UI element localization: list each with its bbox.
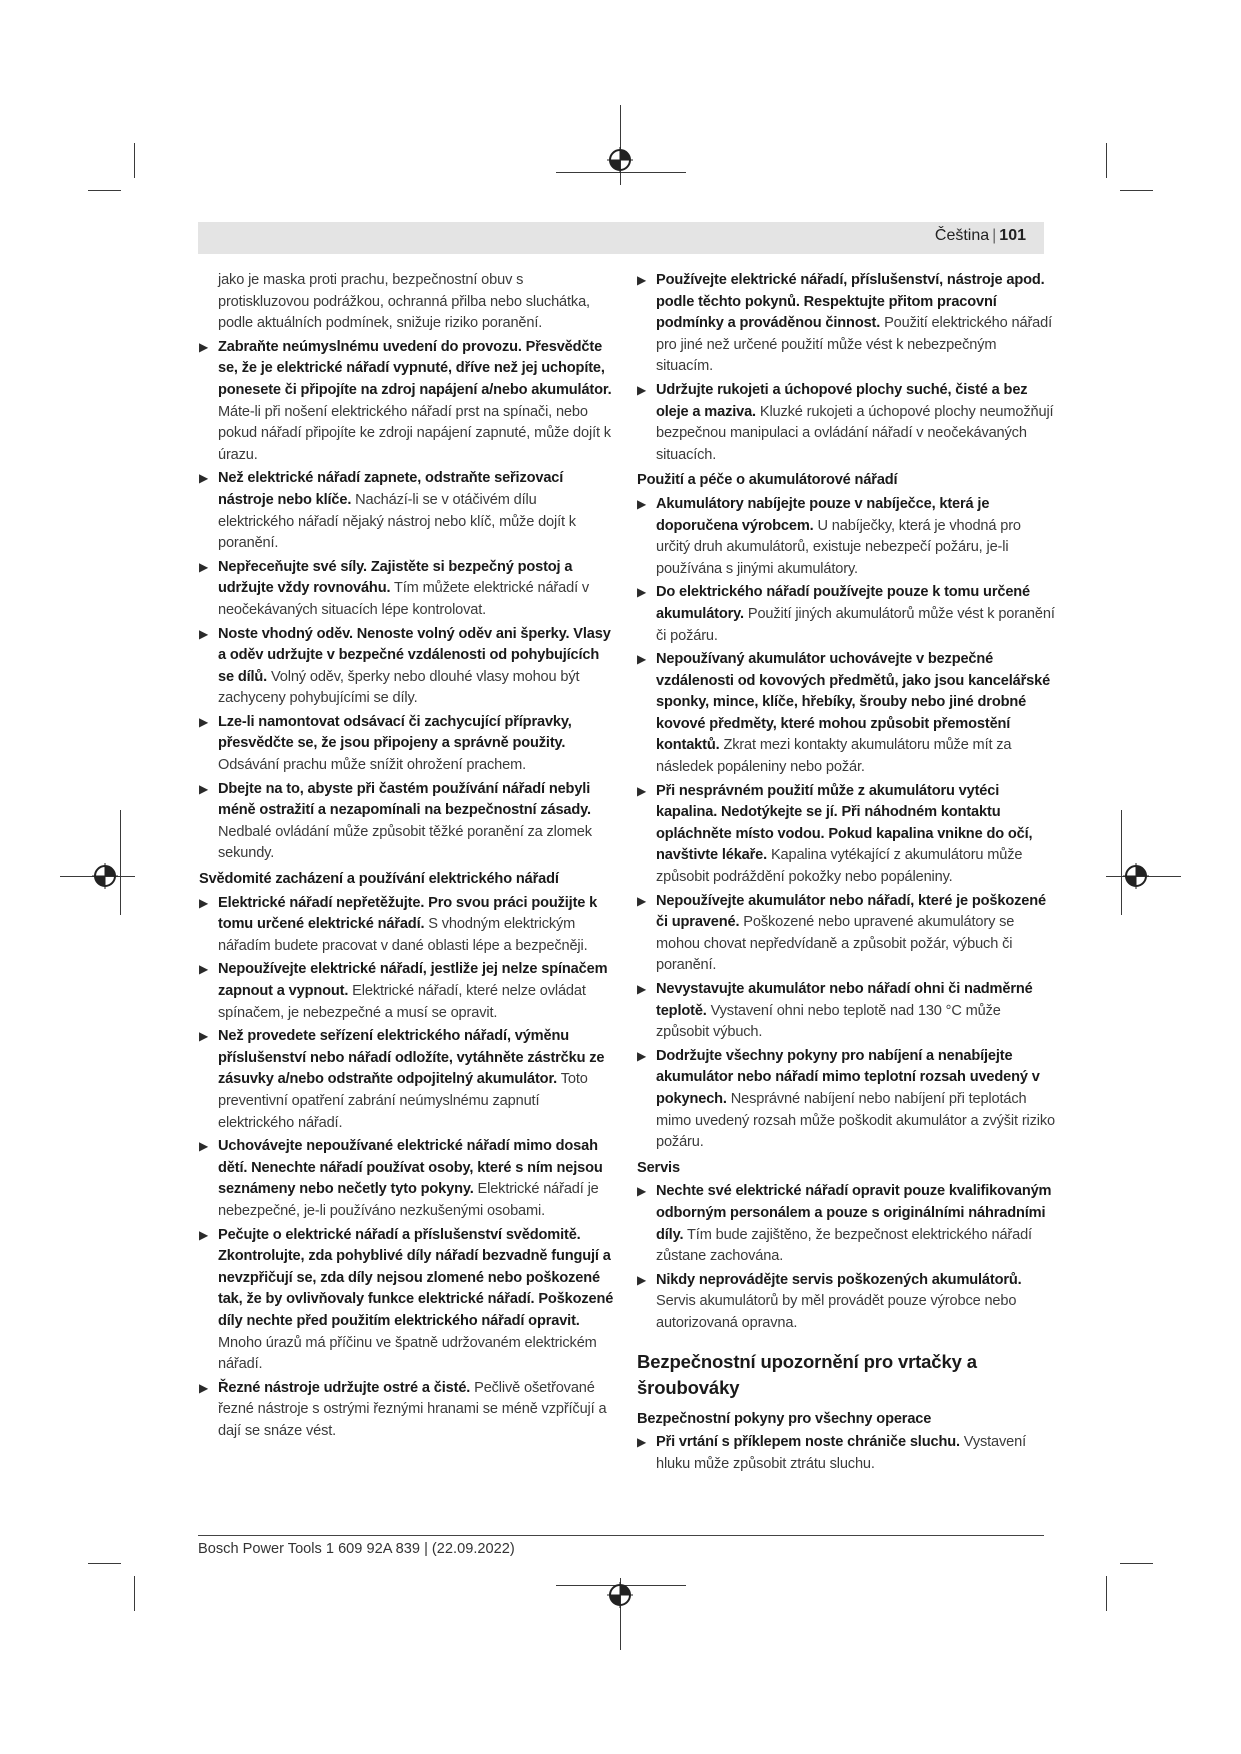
item-text: Vystavení hluku může způsobit ztrátu sluchu.: [656, 1434, 1026, 1472]
bullet-arrow-icon: ▶: [199, 714, 209, 729]
crop-mark: [88, 190, 121, 191]
list-item: [199, 1136, 614, 1222]
item-text: Máte-li při nošení elektrického nářadí prst na spínači, nebo pokud nářadí připojíte ke zdroji napájení zapnuté, může dojít k úrazu.: [218, 403, 611, 463]
list-item: [199, 468, 614, 554]
left-column: [199, 270, 614, 1444]
item-text: Použití elektrického nářadí pro jiné než určené použití může vést k nebezpečným situacím.: [656, 315, 1053, 375]
crop-mark: [88, 1563, 121, 1564]
subheading-service: Servis: [637, 1159, 680, 1176]
item-bold-text: Nevystavujte akumulátor nebo nářadí ohni či nadměrné teplotě.: [656, 981, 1033, 1019]
crop-mark: [1120, 190, 1153, 191]
item-bold-text: Než elektrické nářadí zapnete, odstraňte seřizovací nástroje nebo klíče.: [218, 470, 564, 508]
item-bold-text: Elektrické nářadí nepřetěžujte. Pro svou práci použijte k tomu určené elektrické nářadí.: [218, 894, 598, 933]
list-item: [637, 979, 1055, 1044]
item-text: Pečlivě ošetřované řezné nástroje s ostrými řeznými hranami se méně vzpříčují a dají se snáze vést.: [218, 1379, 607, 1439]
crop-mark: [134, 1576, 135, 1611]
item-bold-text: Udržujte rukojeti a úchopové plochy suché, čisté a bez oleje a maziva.: [656, 381, 1028, 420]
item-text: Elektrické nářadí je nebezpečné, je-li používáno nezkušenými osobami.: [218, 1181, 599, 1219]
bullet-arrow-icon: ▶: [199, 339, 209, 354]
item-bold-text: Při vrtání s příklepem noste chrániče sluchu.: [656, 1434, 960, 1451]
item-bold-text: Lze-li namontovat odsávací či zachycující přípravky, přesvědčte se, že jsou připojeny a správně použity.: [218, 713, 572, 752]
bullet-arrow-icon: ▶: [199, 895, 209, 910]
item-text: Použití jiných akumulátorů může vést k poranění či požáru.: [656, 605, 1055, 644]
item-bold-text: Noste vhodný oděv. Nenoste volný oděv ani šperky. Vlasy a oděv udržujte v bezpečné vzdálenosti od pohybujících se dílů.: [218, 625, 611, 685]
bullet-arrow-icon: ▶: [199, 626, 209, 641]
item-text: Vystavení ohni nebo teplotě nad 130 °C může způsobit výbuch.: [656, 1002, 1001, 1041]
item-bold-text: Nepoužívejte akumulátor nebo nářadí, které je poškozené či upravené.: [656, 892, 1046, 931]
bullet-arrow-icon: ▶: [637, 382, 647, 397]
item-text: Kapalina vytékající z akumulátoru může způsobit podráždění pokožky nebo popáleniny.: [656, 847, 1023, 886]
registration-mark-icon: [607, 1582, 633, 1608]
registration-line: [620, 105, 621, 185]
footer-text: Bosch Power Tools 1 609 92A 839 | (22.09.2022): [198, 1541, 515, 1557]
bullet-arrow-icon: ▶: [199, 962, 209, 977]
list-item: [199, 1378, 614, 1443]
list-item: [199, 779, 614, 865]
list-right-a: [637, 270, 1055, 466]
intro-paragraph: jako je maska proti prachu, bezpečnostní obuv s protiskluzovou podrážkou, ochranná přilba nebo sluchátka, podle aktuálních podmínek, snižuje riziko poranění.: [218, 272, 590, 332]
item-text: Nedbalé ovládání může způsobit těžké poranění za zlomek sekundy.: [218, 823, 592, 862]
bullet-arrow-icon: ▶: [199, 781, 209, 796]
list-item: [637, 270, 1055, 378]
registration-mark-icon: [1123, 863, 1149, 889]
header-separator: |: [992, 227, 997, 244]
subheading-battery: Použití a péče o akumulátorové nářadí: [637, 472, 898, 489]
list-left-b: [199, 893, 614, 1443]
item-text: Elektrické nářadí, které nelze ovládat spínačem, je nebezpečné a musí se opravit.: [218, 983, 586, 1021]
item-bold-text: Nepoužívaný akumulátor uchovávejte v bezpečné vzdálenosti od kovových předmětů, jako jsou kancelářské sponky, mince, klíče, hřebíky, šrouby nebo jiné drobné kovové předměty, které mohou způsobit přemostění kontaktů.: [656, 651, 1051, 754]
item-bold-text: Nechte své elektrické nářadí opravit pouze kvalifikovaným odborným personálem a pouze s originálními náhradními díly.: [656, 1183, 1052, 1243]
item-bold-text: Uchovávejte nepoužívané elektrické nářadí mimo dosah dětí. Nenechte nářadí používat osoby, které s ním nejsou seznámeny nebo nečetly tyto pokyny.: [218, 1138, 603, 1198]
list-item: [199, 557, 614, 622]
list-item: [199, 337, 614, 467]
registration-line: [120, 810, 121, 915]
bullet-arrow-icon: ▶: [199, 1029, 209, 1044]
bullet-arrow-icon: ▶: [637, 982, 647, 996]
list-item: [199, 624, 614, 710]
registration-mark-icon: [92, 863, 118, 889]
item-text: Zkrat mezi kontakty akumulátoru může mít za následek popáleniny nebo požár.: [656, 737, 1012, 776]
page-header: [198, 222, 1044, 254]
list-item: [199, 959, 614, 1024]
list-right-d: [637, 1432, 1055, 1475]
header-language: Čeština: [934, 227, 990, 244]
list-item: [637, 1270, 1055, 1335]
item-bold-text: Při nesprávném použití může z akumulátoru vytéci kapalina. Nedotýkejte se jí. Při náhodném kontaktu opláchněte místo vodou. Pokud kapalina vnikne do očí, navštivte lékaře.: [656, 782, 1033, 864]
item-text: U nabíječky, která je vhodná pro určitý druh akumulátorů, existuje nebezpečí požáru, je-li používána s jinými akumulátory.: [656, 517, 1021, 577]
bullet-arrow-icon: ▶: [199, 559, 209, 574]
bullet-arrow-icon: ▶: [199, 1139, 209, 1154]
list-item: [637, 582, 1055, 647]
item-text: Tím můžete elektrické nářadí v neočekávaných situacích lépe kontrolovat.: [218, 580, 590, 618]
item-text: Nesprávné nabíjení nebo nabíjení při teplotách mimo uvedený rozsah může poškodit akumulátor a zvýšit riziko požáru.: [656, 1090, 1055, 1151]
list-item: [199, 893, 614, 958]
header-text: [935, 227, 1026, 245]
list-right-c: [637, 1181, 1055, 1334]
bullet-arrow-icon: ▶: [199, 1380, 209, 1395]
list-item: [637, 380, 1055, 466]
page-number: 101: [999, 227, 1026, 244]
bullet-arrow-icon: ▶: [637, 652, 647, 667]
list-item: [199, 1225, 614, 1376]
bullet-arrow-icon: ▶: [637, 1048, 647, 1063]
bullet-arrow-icon: ▶: [637, 496, 647, 511]
item-text: Tím bude zajištěno, že bezpečnost elektrického nářadí zůstane zachována.: [656, 1226, 1032, 1265]
item-bold-text: Nepřeceňujte své síly. Zajistěte si bezpečný postoj a udržujte vždy rovnováhu.: [218, 558, 573, 597]
item-bold-text: Nikdy neprovádějte servis poškozených akumulátorů.: [656, 1271, 1022, 1288]
bullet-arrow-icon: ▶: [199, 1227, 209, 1242]
item-text: Poškozené nebo upravené akumulátory se mohou chovat nepředvídaně a způsobit požár, výbuch či poranění.: [656, 914, 1015, 974]
registration-line: [1121, 810, 1122, 915]
crop-mark: [134, 143, 135, 178]
bullet-arrow-icon: ▶: [637, 1184, 647, 1199]
list-item: [637, 649, 1055, 779]
bullet-arrow-icon: ▶: [637, 893, 647, 908]
bullet-arrow-icon: ▶: [199, 471, 209, 486]
item-text: S vhodným elektrickým nářadím budete pracovat v dané oblasti lépe a bezpečněji.: [218, 916, 588, 954]
right-column: [637, 270, 1055, 1477]
list-right-b: [637, 494, 1055, 1154]
crop-mark: [1120, 1563, 1153, 1564]
crop-mark: [1106, 143, 1107, 178]
item-bold-text: Než provedete seřízení elektrického nářadí, výměnu příslušenství nebo nářadí odložíte, vytáhněte zástrčku ze zásuvky a/nebo odstraňte odpojitelný akumulátor.: [218, 1028, 605, 1088]
item-text: Mnoho úrazů má příčinu ve špatně udržovaném elektrickém nářadí.: [218, 1334, 597, 1373]
item-text: Odsávání prachu může snížit ohrožení prachem.: [218, 757, 526, 774]
list-left-a: [199, 337, 614, 865]
item-bold-text: Dodržujte všechny pokyny pro nabíjení a nenabíjejte akumulátor nebo nářadí mimo teplotní rozsah uvedený v pokynech.: [656, 1047, 1040, 1107]
bullet-arrow-icon: ▶: [637, 585, 647, 600]
item-text: Volný oděv, šperky nebo dlouhé vlasy mohou být zachyceny pohybujícími se díly.: [218, 668, 580, 707]
list-item: [199, 1026, 614, 1134]
item-bold-text: Nepoužívejte elektrické nářadí, jestliže jej nelze spínačem zapnout a vypnout.: [218, 961, 608, 999]
item-bold-text: Řezné nástroje udržujte ostré a čisté.: [218, 1379, 471, 1396]
bullet-arrow-icon: ▶: [637, 783, 647, 798]
item-bold-text: Zabraňte neúmyslnému uvedení do provozu. Přesvědčte se, že je elektrické nářadí vypnuté, dříve než jej uchopíte, ponesete či připojíte na zdroj napájení a/nebo akumulátor.: [218, 338, 612, 398]
crop-mark: [1106, 1576, 1107, 1611]
list-item: [637, 781, 1055, 889]
item-bold-text: Dbejte na to, abyste při častém používání nářadí nebyli méně ostražití a nezapomínali na bezpečnostní zásady.: [218, 780, 591, 819]
bullet-arrow-icon: ▶: [637, 1435, 647, 1450]
subheading-all-operations: Bezpečnostní pokyny pro všechny operace: [637, 1410, 932, 1427]
item-text: Kluzké rukojeti a úchopové plochy neumožňují bezpečnou manipulaci a ovládání nářadí v neočekávaných situacích.: [656, 403, 1054, 463]
list-item: [637, 1432, 1055, 1475]
footer-rule: [198, 1535, 1044, 1536]
list-item: [637, 891, 1055, 977]
item-bold-text: Do elektrického nářadí používejte pouze k tomu určené akumulátory.: [656, 584, 1031, 622]
list-item: [199, 712, 614, 777]
item-bold-text: Akumulátory nabíjejte pouze v nabíječce, která je doporučena výrobcem.: [656, 495, 990, 534]
item-text: Toto preventivní opatření zabrání neúmyslnému zapnutí elektrického nářadí.: [218, 1071, 588, 1131]
item-bold-text: Pečujte o elektrické nářadí a příslušenství svědomitě. Zkontrolujte, zda pohyblivé díly nářadí bezvadně fungují a nevzpřičují se, zda díly nejsou zlomené nebo poškozené tak, že by ovlivňovaly funkce elektrické nářadí. Poškozené díly nechte před použitím elektrického nářadí opravit.: [218, 1226, 614, 1329]
registration-mark-icon: [607, 147, 633, 173]
bullet-arrow-icon: ▶: [637, 273, 647, 287]
item-bold-text: Používejte elektrické nářadí, příslušenství, nástroje apod. podle těchto pokynů. Respektujte přitom pracovní podmínky a prováděnou činnost.: [656, 272, 1045, 332]
item-text: Nachází-li se v otáčivém dílu elektrického nářadí nějaký nástroj nebo klíč, může dojít k poranění.: [218, 491, 576, 552]
bullet-arrow-icon: ▶: [637, 1272, 647, 1287]
list-item: [637, 1046, 1055, 1154]
item-text: Servis akumulátorů by měl provádět pouze výrobce nebo autorizovaná opravna.: [656, 1293, 1017, 1331]
section-heading: Bezpečnostní upozornění pro vrtačky a šroubováky: [637, 1350, 977, 1398]
subheading-tool-use: Svědomité zacházení a používání elektrického nářadí: [199, 871, 559, 888]
list-item: [637, 494, 1055, 580]
list-item: [637, 1181, 1055, 1267]
